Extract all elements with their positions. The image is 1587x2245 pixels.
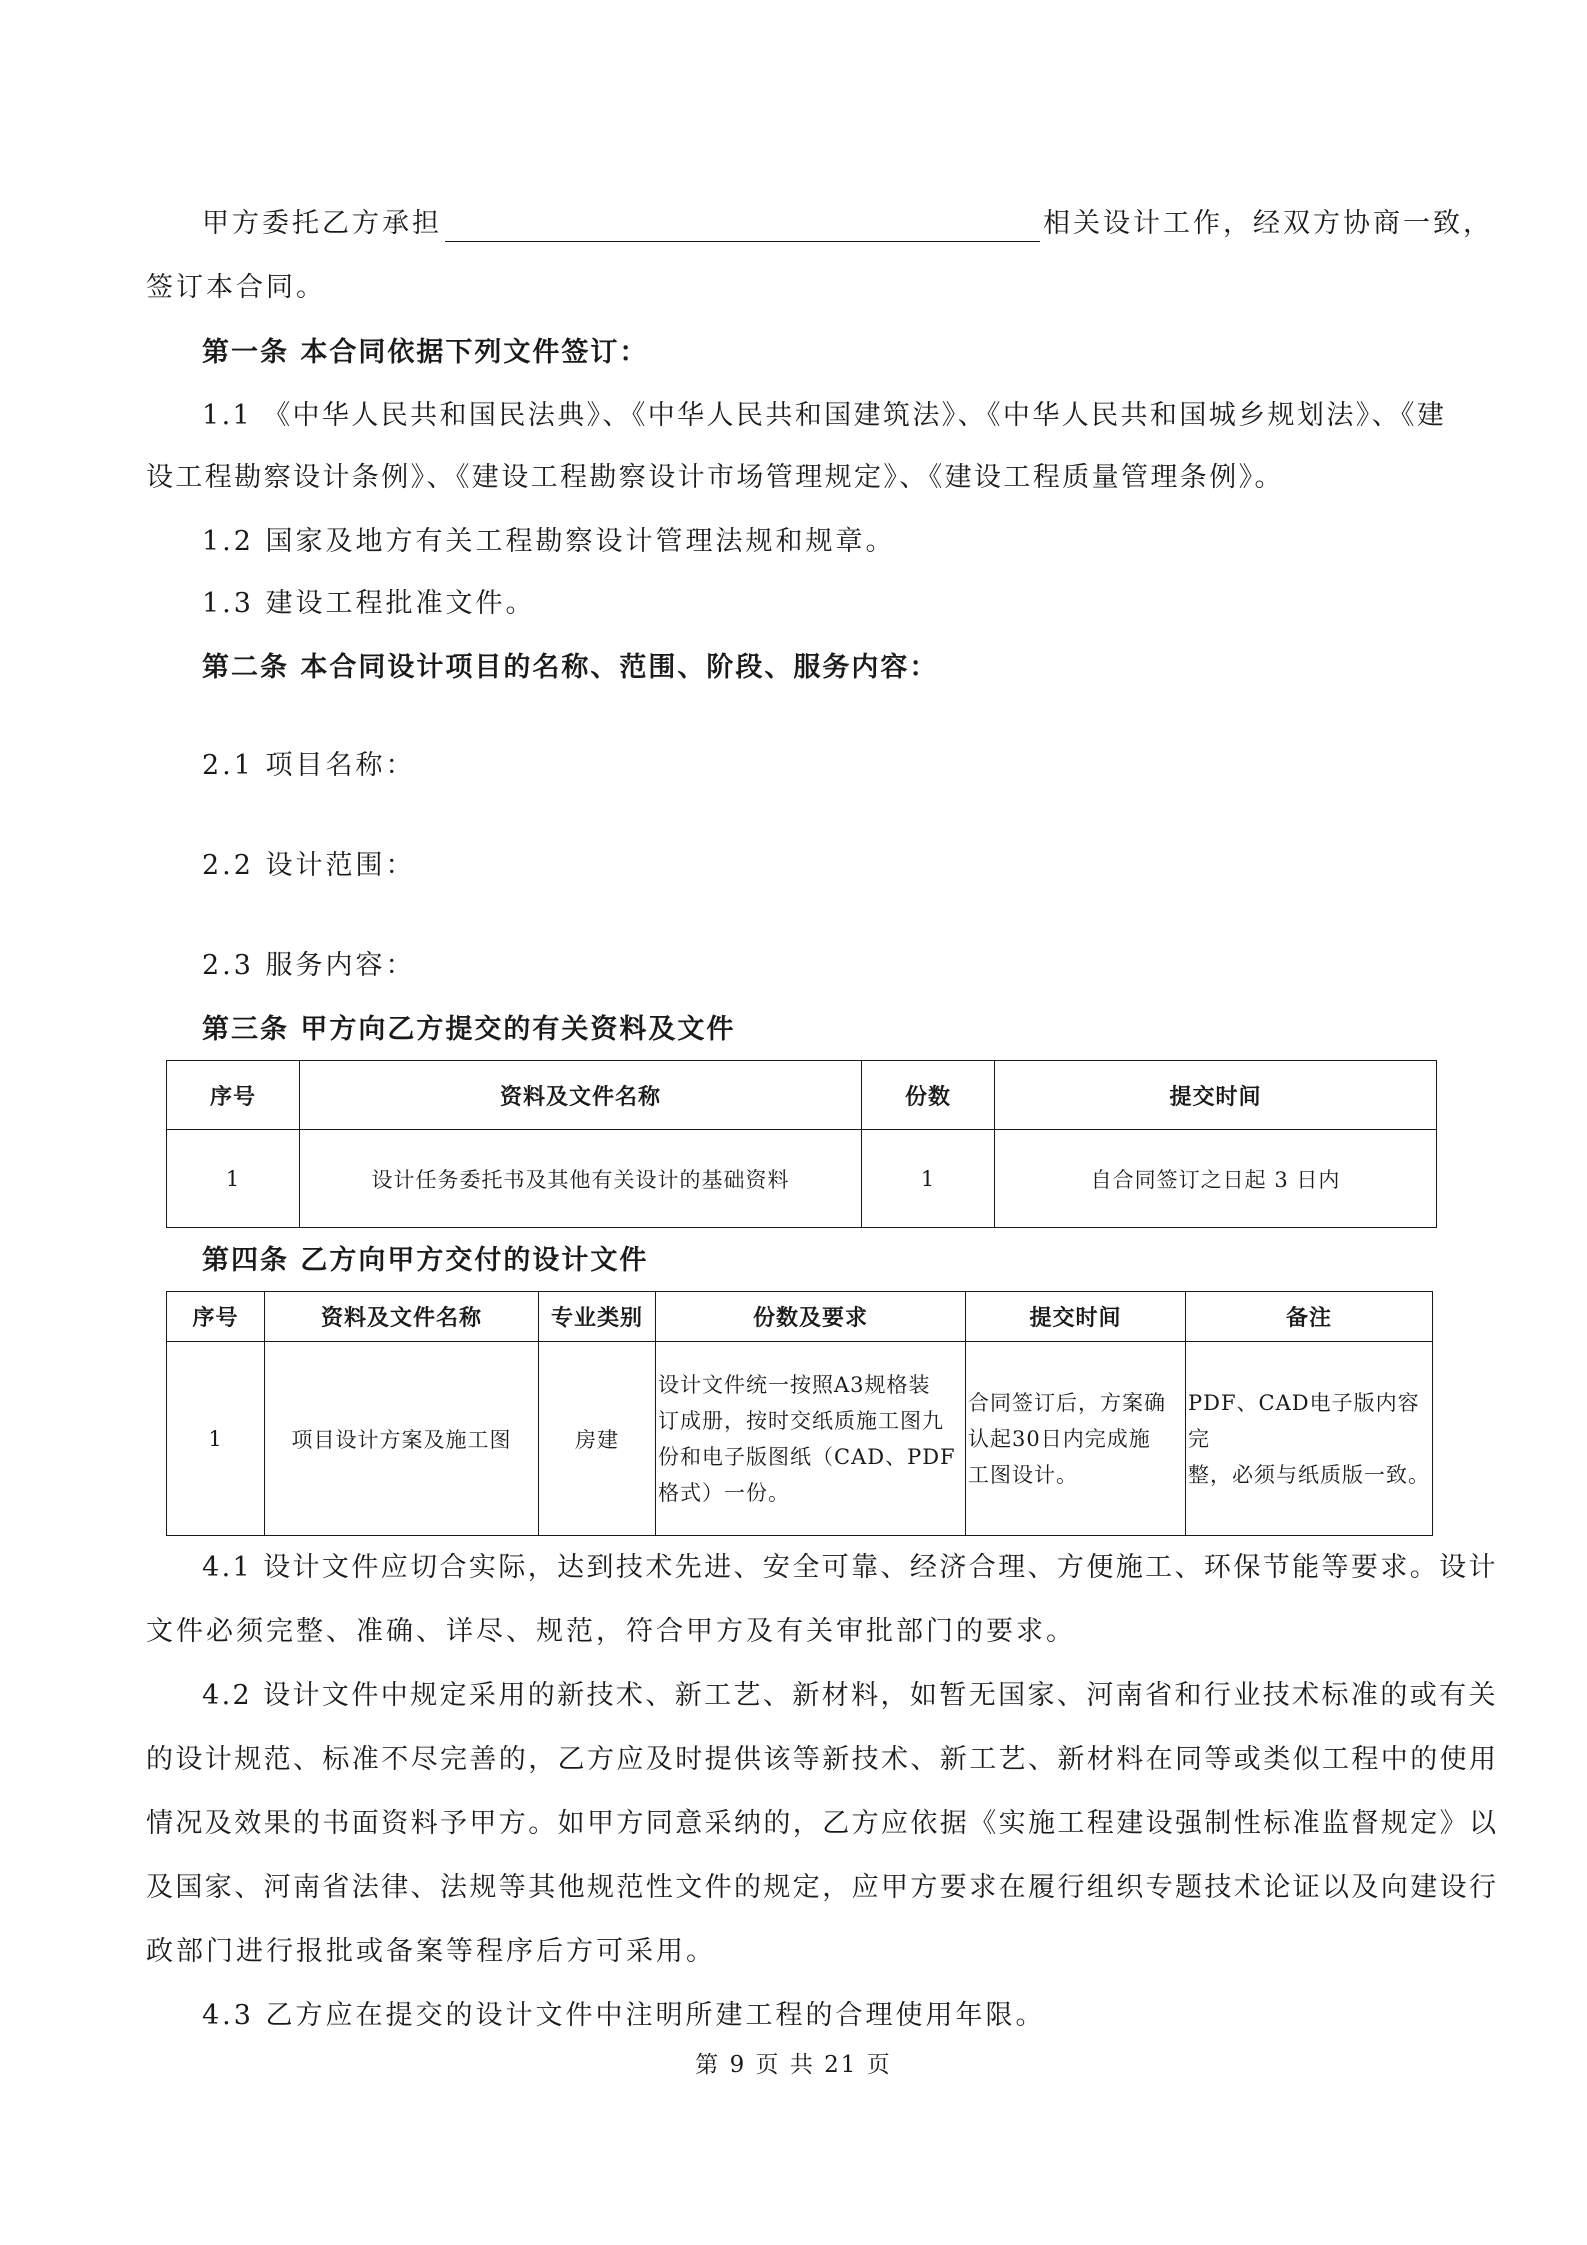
header-submit-time: 提交时间: [966, 1292, 1186, 1342]
header-serial: 序号: [167, 1061, 300, 1130]
cell-copies: 1: [862, 1130, 995, 1228]
header-category: 专业类别: [539, 1292, 656, 1342]
item-1-3: 1.3 建设工程批准文件。: [202, 588, 536, 619]
article-1-title: 第一条 本合同依据下列文件签订：: [202, 337, 649, 368]
table-header-row: [167, 1061, 1437, 1130]
item-4-1-line-1: 4.1 设计文件应切合实际，达到技术先进、安全可靠、经济合理、方便施工、环保节能等要求。设计: [202, 1552, 1498, 1583]
header-doc-name: 资料及文件名称: [265, 1292, 539, 1342]
header-copies-requirements: 份数及要求: [656, 1292, 966, 1342]
remarks-line: PDF、CAD电子版内容完: [1188, 1390, 1420, 1451]
submitted-materials-table: [166, 1060, 1437, 1228]
header-remarks: 备注: [1186, 1292, 1433, 1342]
intro-text-after: 相关设计工作，经双方协商一致，: [1043, 208, 1493, 239]
item-1-2: 1.2 国家及地方有关工程勘察设计管理法规和规章。: [202, 526, 896, 557]
item-4-2-line-2: 的设计规范、标准不尽完善的，乙方应及时提供该等新技术、新工艺、新材料在同等或类似工程中的使用: [146, 1744, 1499, 1775]
item-4-2-line-3: 情况及效果的书面资料予甲方。如甲方同意采纳的，乙方应依据《实施工程建设强制性标准监督规定》以: [146, 1808, 1499, 1839]
article-2-title: 第二条 本合同设计项目的名称、范围、阶段、服务内容：: [202, 652, 939, 683]
cell-submit-time: 自合同签订之日起 3 日内: [995, 1130, 1437, 1228]
header-submit-time: 提交时间: [995, 1061, 1437, 1130]
requirements-line: 订成册，按时交纸质施工图九: [658, 1408, 944, 1433]
article-3-title: 第三条 甲方向乙方提交的有关资料及文件: [202, 1014, 736, 1045]
requirements-line: 设计文件统一按照A3规格装: [658, 1372, 931, 1397]
item-2-3: 2.3 服务内容：: [202, 950, 416, 981]
item-1-1-line-1: 1.1 《中华人民共和国民法典》、《中华人民共和国建筑法》、《中华人民共和国城乡规划法》、《建: [202, 400, 1447, 431]
table-row: [167, 1342, 1433, 1536]
requirements-line: 份和电子版图纸（CAD、PDF: [658, 1444, 956, 1469]
intro-line-2: 签订本合同。: [146, 272, 326, 303]
cell-remarks: [1186, 1342, 1433, 1536]
header-doc-name: 资料及文件名称: [300, 1061, 862, 1130]
item-4-2-line-4: 及国家、河南省法律、法规等其他规范性文件的规定，应甲方要求在履行组织专题技术论证以及向建设行: [146, 1872, 1499, 1903]
cell-doc-name: 设计任务委托书及其他有关设计的基础资料: [300, 1130, 862, 1228]
header-copies: 份数: [862, 1061, 995, 1130]
page-number-footer: 第 9 页 共 21 页: [695, 2052, 892, 2078]
article-4-title: 第四条 乙方向甲方交付的设计文件: [202, 1245, 649, 1276]
item-2-1: 2.1 项目名称：: [202, 750, 416, 781]
item-4-1-line-2: 文件必须完整、准确、详尽、规范，符合甲方及有关审批部门的要求。: [146, 1616, 1076, 1647]
cell-requirements: [656, 1342, 966, 1536]
item-4-2-line-1: 4.2 设计文件中规定采用的新技术、新工艺、新材料，如暂无国家、河南省和行业技术标准的或有关: [202, 1680, 1498, 1711]
table-header-row: [167, 1292, 1433, 1342]
cell-category: 房建: [539, 1342, 656, 1536]
remarks-line: 整，必须与纸质版一致。: [1188, 1462, 1430, 1487]
intro-text-before: 甲方委托乙方承担: [202, 208, 442, 239]
submit-time-line: 工图设计。: [968, 1462, 1078, 1487]
requirements-line: 格式）一份。: [658, 1480, 790, 1505]
deliverables-table: [166, 1291, 1433, 1536]
header-serial: 序号: [167, 1292, 265, 1342]
cell-serial: 1: [167, 1130, 300, 1228]
item-4-3: 4.3 乙方应在提交的设计文件中注明所建工程的合理使用年限。: [202, 2000, 1046, 2031]
intro-line-1: [202, 206, 1493, 242]
table-row: [167, 1130, 1437, 1228]
cell-submit-time: [966, 1342, 1186, 1536]
submit-time-line: 合同签订后，方案确: [968, 1390, 1166, 1415]
item-2-2: 2.2 设计范围：: [202, 850, 416, 881]
submit-time-line: 认起30日内完成施: [968, 1426, 1151, 1451]
cell-doc-name: 项目设计方案及施工图: [265, 1342, 539, 1536]
cell-serial: 1: [167, 1342, 265, 1536]
item-4-2-line-5: 政部门进行报批或备案等程序后方可采用。: [146, 1936, 716, 1967]
item-1-1-line-2: 设工程勘察设计条例》、《建设工程勘察设计市场管理规定》、《建设工程质量管理条例》。: [146, 462, 1284, 493]
project-blank-line: [445, 211, 1040, 242]
